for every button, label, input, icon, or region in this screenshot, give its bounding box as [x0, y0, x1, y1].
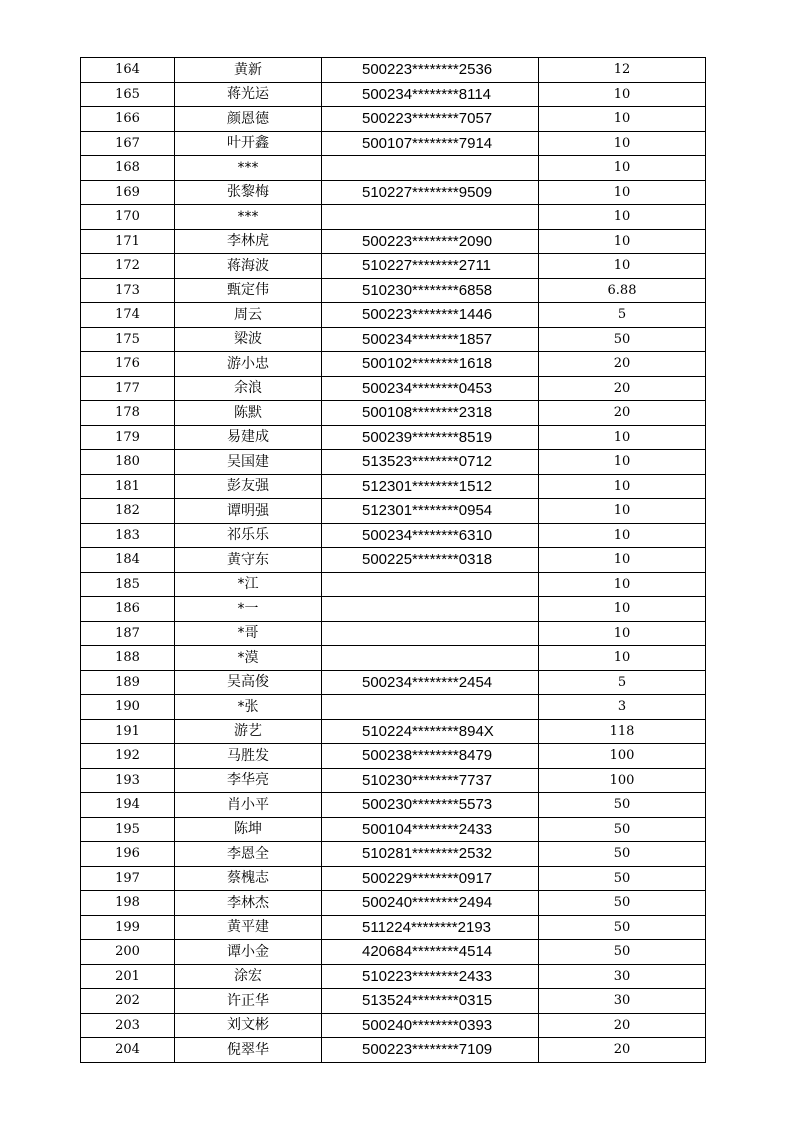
- id-number-text: 510224********894X: [362, 722, 494, 740]
- row-number-cell: 188: [81, 646, 175, 671]
- donor-name-cell: 游小忠: [175, 352, 322, 377]
- donor-name-cell: 李华亮: [175, 768, 322, 793]
- id-number-cell: [322, 989, 539, 1014]
- id-number-text: 513523********0712: [362, 453, 493, 471]
- id-number-cell: [322, 670, 539, 695]
- donor-name-cell: 李恩全: [175, 842, 322, 867]
- id-number-text: 500234********8114: [362, 85, 492, 103]
- table-row: [81, 548, 706, 573]
- amount-cell: 100: [539, 744, 706, 769]
- amount-cell: 10: [539, 254, 706, 279]
- row-number-cell: 185: [81, 572, 175, 597]
- id-number-cell: [322, 597, 539, 622]
- row-number-cell: 204: [81, 1038, 175, 1063]
- donor-name-cell: ***: [175, 156, 322, 181]
- donor-name-cell: 谭明强: [175, 499, 322, 524]
- id-number-text: 500225********0318: [362, 551, 493, 569]
- amount-cell: 50: [539, 940, 706, 965]
- row-number-cell: 193: [81, 768, 175, 793]
- amount-cell: 10: [539, 523, 706, 548]
- id-number-cell: [322, 401, 539, 426]
- table-row: [81, 817, 706, 842]
- amount-cell: 10: [539, 156, 706, 181]
- table-row: [81, 1013, 706, 1038]
- table-row: [81, 964, 706, 989]
- table-row: [81, 597, 706, 622]
- amount-cell: 10: [539, 597, 706, 622]
- id-number-cell: [322, 82, 539, 107]
- id-number-text: 512301********1512: [362, 477, 493, 495]
- donor-name-cell: 周云: [175, 303, 322, 328]
- row-number-cell: 167: [81, 131, 175, 156]
- amount-cell: 50: [539, 817, 706, 842]
- amount-cell: 118: [539, 719, 706, 744]
- donor-name-cell: 刘文彬: [175, 1013, 322, 1038]
- id-number-cell: [322, 793, 539, 818]
- table-row: [81, 499, 706, 524]
- id-number-cell: [322, 131, 539, 156]
- donor-name-cell: 黄守东: [175, 548, 322, 573]
- table-row: [81, 940, 706, 965]
- id-number-cell: [322, 719, 539, 744]
- table-row: [81, 744, 706, 769]
- id-number-cell: [322, 646, 539, 671]
- id-number-text: 500229********0917: [362, 869, 493, 887]
- donor-name-cell: 黄平建: [175, 915, 322, 940]
- row-number-cell: 165: [81, 82, 175, 107]
- row-number-cell: 189: [81, 670, 175, 695]
- row-number-cell: 202: [81, 989, 175, 1014]
- donor-name-cell: 陈默: [175, 401, 322, 426]
- id-number-text: 500234********1857: [362, 330, 493, 348]
- donor-name-cell: 许正华: [175, 989, 322, 1014]
- donor-name-cell: *张: [175, 695, 322, 720]
- id-number-cell: [322, 474, 539, 499]
- row-number-cell: 203: [81, 1013, 175, 1038]
- row-number-cell: 195: [81, 817, 175, 842]
- table-row: [81, 646, 706, 671]
- donor-name-cell: 张黎梅: [175, 180, 322, 205]
- amount-cell: 50: [539, 915, 706, 940]
- row-number-cell: 181: [81, 474, 175, 499]
- amount-cell: 10: [539, 107, 706, 132]
- id-number-text: 500234********2454: [362, 673, 493, 691]
- row-number-cell: 197: [81, 866, 175, 891]
- row-number-cell: 166: [81, 107, 175, 132]
- table-row: [81, 229, 706, 254]
- donor-name-cell: 蒋海波: [175, 254, 322, 279]
- id-number-text: 500223********2090: [362, 232, 493, 250]
- id-number-cell: [322, 499, 539, 524]
- row-number-cell: 201: [81, 964, 175, 989]
- row-number-cell: 169: [81, 180, 175, 205]
- amount-cell: 20: [539, 1038, 706, 1063]
- donor-name-cell: 甄定伟: [175, 278, 322, 303]
- row-number-cell: 182: [81, 499, 175, 524]
- id-number-text: 513524********0315: [362, 992, 493, 1010]
- table-row: [81, 915, 706, 940]
- id-number-text: 500234********0453: [362, 379, 493, 397]
- amount-cell: 10: [539, 229, 706, 254]
- id-number-text: 420684********4514: [362, 943, 493, 961]
- donor-name-cell: *江: [175, 572, 322, 597]
- amount-cell: 10: [539, 131, 706, 156]
- table-row: [81, 425, 706, 450]
- amount-cell: 30: [539, 964, 706, 989]
- id-number-text: 500223********7057: [362, 110, 493, 128]
- amount-cell: 20: [539, 376, 706, 401]
- table-row: [81, 793, 706, 818]
- donor-name-cell: ***: [175, 205, 322, 230]
- id-number-cell: [322, 915, 539, 940]
- row-number-cell: 198: [81, 891, 175, 916]
- row-number-cell: 178: [81, 401, 175, 426]
- id-number-cell: [322, 891, 539, 916]
- table-row: [81, 768, 706, 793]
- id-number-cell: [322, 768, 539, 793]
- row-number-cell: 164: [81, 58, 175, 83]
- donor-name-cell: 余浪: [175, 376, 322, 401]
- id-number-text: 500102********1618: [362, 355, 493, 373]
- table-row: [81, 1038, 706, 1063]
- table-row: [81, 621, 706, 646]
- amount-cell: 10: [539, 205, 706, 230]
- donor-name-cell: 马胜发: [175, 744, 322, 769]
- row-number-cell: 172: [81, 254, 175, 279]
- amount-cell: 6.88: [539, 278, 706, 303]
- id-number-cell: [322, 744, 539, 769]
- amount-cell: 20: [539, 1013, 706, 1038]
- id-number-text: 500108********2318: [362, 404, 493, 422]
- donor-name-cell: 颜恩德: [175, 107, 322, 132]
- id-number-text: 510223********2433: [362, 967, 493, 985]
- donor-name-cell: 祁乐乐: [175, 523, 322, 548]
- id-number-cell: [322, 180, 539, 205]
- amount-cell: 10: [539, 499, 706, 524]
- id-number-cell: [322, 548, 539, 573]
- id-number-cell: [322, 940, 539, 965]
- id-number-text: 500240********2494: [362, 894, 493, 912]
- table-row: [81, 523, 706, 548]
- row-number-cell: 190: [81, 695, 175, 720]
- table-row: [81, 572, 706, 597]
- amount-cell: 12: [539, 58, 706, 83]
- row-number-cell: 187: [81, 621, 175, 646]
- row-number-cell: 186: [81, 597, 175, 622]
- amount-cell: 100: [539, 768, 706, 793]
- row-number-cell: 191: [81, 719, 175, 744]
- donor-name-cell: 梁波: [175, 327, 322, 352]
- table-row: [81, 670, 706, 695]
- row-number-cell: 179: [81, 425, 175, 450]
- id-number-text: 510230********6858: [362, 281, 493, 299]
- table-row: [81, 376, 706, 401]
- id-number-text: 500238********8479: [362, 747, 493, 765]
- id-number-cell: [322, 303, 539, 328]
- id-number-cell: [322, 866, 539, 891]
- id-number-cell: [322, 695, 539, 720]
- amount-cell: 10: [539, 572, 706, 597]
- table-row: [81, 401, 706, 426]
- id-number-cell: [322, 205, 539, 230]
- donor-name-cell: 蔡槐志: [175, 866, 322, 891]
- table-row: [81, 474, 706, 499]
- donor-name-cell: 叶开鑫: [175, 131, 322, 156]
- id-number-cell: [322, 156, 539, 181]
- donor-name-cell: 吴国建: [175, 450, 322, 475]
- donor-name-cell: *一: [175, 597, 322, 622]
- table-row: [81, 205, 706, 230]
- amount-cell: 3: [539, 695, 706, 720]
- donor-name-cell: 吴高俊: [175, 670, 322, 695]
- table-row: [81, 695, 706, 720]
- id-number-cell: [322, 229, 539, 254]
- id-number-text: 500234********6310: [362, 526, 493, 544]
- row-number-cell: 168: [81, 156, 175, 181]
- table-row: [81, 156, 706, 181]
- amount-cell: 5: [539, 670, 706, 695]
- amount-cell: 10: [539, 425, 706, 450]
- table-row: [81, 866, 706, 891]
- id-number-text: 500223********1446: [362, 306, 493, 324]
- row-number-cell: 177: [81, 376, 175, 401]
- amount-cell: 10: [539, 474, 706, 499]
- table-row: [81, 58, 706, 83]
- table-row: [81, 989, 706, 1014]
- id-number-text: 510227********2711: [362, 257, 492, 275]
- id-number-text: 500230********5573: [362, 796, 493, 814]
- amount-cell: 50: [539, 793, 706, 818]
- amount-cell: 5: [539, 303, 706, 328]
- donor-name-cell: 易建成: [175, 425, 322, 450]
- donor-name-cell: 彭友强: [175, 474, 322, 499]
- id-number-cell: [322, 1013, 539, 1038]
- table-row: [81, 180, 706, 205]
- donor-name-cell: 涂宏: [175, 964, 322, 989]
- id-number-cell: [322, 278, 539, 303]
- amount-cell: 10: [539, 621, 706, 646]
- amount-cell: 20: [539, 401, 706, 426]
- donor-name-cell: 陈坤: [175, 817, 322, 842]
- id-number-text: 512301********0954: [362, 502, 493, 520]
- table-row: [81, 131, 706, 156]
- donor-name-cell: 谭小金: [175, 940, 322, 965]
- row-number-cell: 174: [81, 303, 175, 328]
- id-number-cell: [322, 352, 539, 377]
- row-number-cell: 199: [81, 915, 175, 940]
- amount-cell: 30: [539, 989, 706, 1014]
- row-number-cell: 200: [81, 940, 175, 965]
- row-number-cell: 173: [81, 278, 175, 303]
- id-number-cell: [322, 254, 539, 279]
- amount-cell: 50: [539, 866, 706, 891]
- id-number-cell: [322, 58, 539, 83]
- donor-name-cell: 游艺: [175, 719, 322, 744]
- row-number-cell: 175: [81, 327, 175, 352]
- table-body: [81, 58, 706, 1063]
- id-number-cell: [322, 376, 539, 401]
- id-number-text: 500223********7109: [362, 1041, 493, 1059]
- amount-cell: 10: [539, 180, 706, 205]
- amount-cell: 10: [539, 450, 706, 475]
- amount-cell: 20: [539, 352, 706, 377]
- row-number-cell: 171: [81, 229, 175, 254]
- table-row: [81, 352, 706, 377]
- table-row: [81, 842, 706, 867]
- id-number-text: 511224********2193: [362, 918, 492, 936]
- table-row: [81, 450, 706, 475]
- table-row: [81, 891, 706, 916]
- row-number-cell: 184: [81, 548, 175, 573]
- donor-name-cell: 李林杰: [175, 891, 322, 916]
- id-number-cell: [322, 572, 539, 597]
- amount-cell: 50: [539, 891, 706, 916]
- amount-cell: 50: [539, 842, 706, 867]
- donor-name-cell: *漠: [175, 646, 322, 671]
- donor-name-cell: 倪翠华: [175, 1038, 322, 1063]
- donor-name-cell: 李林虎: [175, 229, 322, 254]
- id-number-text: 500240********0393: [362, 1016, 493, 1034]
- amount-cell: 10: [539, 82, 706, 107]
- id-number-cell: [322, 817, 539, 842]
- id-number-text: 510281********2532: [362, 845, 493, 863]
- id-number-cell: [322, 523, 539, 548]
- table-row: [81, 107, 706, 132]
- row-number-cell: 183: [81, 523, 175, 548]
- id-number-cell: [322, 450, 539, 475]
- id-number-cell: [322, 964, 539, 989]
- id-number-cell: [322, 621, 539, 646]
- donation-table: [80, 57, 706, 1063]
- amount-cell: 50: [539, 327, 706, 352]
- donor-name-cell: 黄新: [175, 58, 322, 83]
- id-number-text: 500223********2536: [362, 61, 493, 79]
- id-number-cell: [322, 107, 539, 132]
- table-row: [81, 254, 706, 279]
- donor-name-cell: 肖小平: [175, 793, 322, 818]
- id-number-text: 500107********7914: [362, 134, 493, 152]
- amount-cell: 10: [539, 548, 706, 573]
- id-number-cell: [322, 425, 539, 450]
- row-number-cell: 170: [81, 205, 175, 230]
- table-row: [81, 719, 706, 744]
- id-number-cell: [322, 842, 539, 867]
- donor-name-cell: *哥: [175, 621, 322, 646]
- id-number-cell: [322, 327, 539, 352]
- row-number-cell: 194: [81, 793, 175, 818]
- id-number-text: 500104********2433: [362, 820, 493, 838]
- row-number-cell: 196: [81, 842, 175, 867]
- id-number-text: 510230********7737: [362, 771, 493, 789]
- table-row: [81, 303, 706, 328]
- table-row: [81, 327, 706, 352]
- row-number-cell: 176: [81, 352, 175, 377]
- row-number-cell: 192: [81, 744, 175, 769]
- amount-cell: 10: [539, 646, 706, 671]
- table-row: [81, 278, 706, 303]
- row-number-cell: 180: [81, 450, 175, 475]
- id-number-cell: [322, 1038, 539, 1063]
- table-row: [81, 82, 706, 107]
- donor-name-cell: 蒋光运: [175, 82, 322, 107]
- id-number-text: 510227********9509: [362, 183, 493, 201]
- id-number-text: 500239********8519: [362, 428, 493, 446]
